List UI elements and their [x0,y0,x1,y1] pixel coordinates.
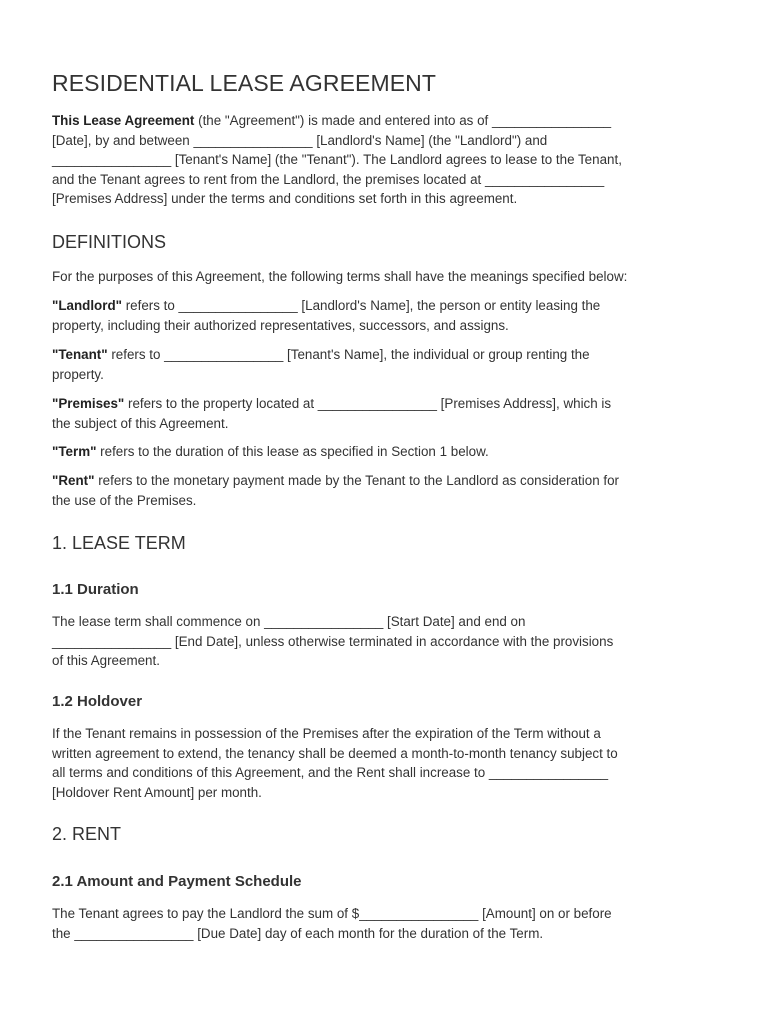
intro-lead: This Lease Agreement [52,113,195,128]
term-term: "Term" [52,444,97,459]
definition-tenant: "Tenant" refers to ________________ [Tenant's Name], the individual or group renting the property. [52,347,590,382]
intro-paragraph [52,111,720,209]
duration-heading: 1.1 Duration [52,581,139,598]
intro-line-3: ________________ [Tenant's Name] (the "Tenant"). The Landlord agrees to lease to the Tenant, [52,152,622,168]
definitions-heading: DEFINITIONS [52,232,167,252]
term-tenant: "Tenant" [52,347,108,362]
term-landlord: "Landlord" [52,298,122,313]
amount-heading: 2.1 Amount and Payment Schedule [52,873,302,890]
term-rent: "Rent" [52,473,95,488]
intro-line-5: [Premises Address] under the terms and conditions set forth in this agreement. [52,191,518,207]
rent-heading: 2. RENT [52,824,122,844]
definitions-intro: For the purposes of this Agreement, the following terms shall have the meanings specified below: [52,269,628,284]
intro-line-1: This Lease Agreement (the "Agreement") is made and entered into as of ________________ [52,113,612,128]
intro-line-2: [Date], by and between ________________ [Landlord's Name] (the "Landlord") and [52,132,548,148]
definition-landlord: "Landlord" refers to ________________ [Landlord's Name], the person or entity leasing the property, including their authorized representatives, successors, and assigns. [52,298,601,333]
definition-premises: "Premises" refers to the property located at ________________ [Premises Address], which is the subject of this Agreement. [52,396,612,431]
holdover-heading: 1.2 Holdover [52,693,143,710]
duration-paragraph: The lease term shall commence on ________________ [Start Date] and end on ________________ [End Date], unless otherwise terminated in accordance with the provisions of this Agreement. [52,614,614,669]
term-premises: "Premises" [52,396,125,411]
lease-term-heading: 1. LEASE TERM [52,533,186,553]
amount-paragraph: The Tenant agrees to pay the Landlord the sum of $________________ [Amount] on or before the ________________ [Due Date] day of each month for the duration of the Term. [52,906,612,941]
intro-line-4: and the Tenant agrees to rent from the Landlord, the premises located at ________________ [52,171,605,187]
definition-rent: "Rent" refers to the monetary payment made by the Tenant to the Landlord as consideration for the use of the Premises. [52,473,619,508]
holdover-paragraph: If the Tenant remains in possession of the Premises after the expiration of the Term without a written agreement to extend, the tenancy shall be deemed a month-to-month tenancy subject to all terms and conditions of this Agreement, and the Rent shall increase to ________________ [Holdover Rent Amount] per month. [52,726,618,800]
definition-term: "Term" refers to the duration of this lease as specified in Section 1 below. [52,444,489,459]
document-title: RESIDENTIAL LEASE AGREEMENT [52,70,437,96]
